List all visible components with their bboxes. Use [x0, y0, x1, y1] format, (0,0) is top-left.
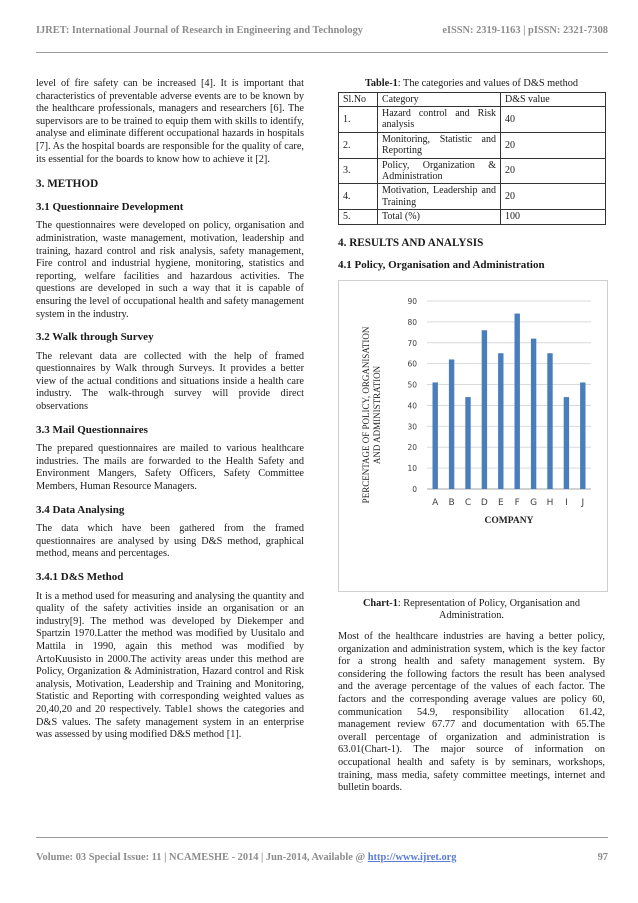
- ds-table: [338, 92, 606, 225]
- table-header-row: [339, 92, 606, 106]
- table-row: [339, 132, 606, 158]
- section-3-3-heading: 3.3 Mail Questionnaires: [36, 423, 148, 436]
- x-tick-label: G: [530, 497, 538, 508]
- bar: [482, 330, 487, 489]
- table-cell: Total (%): [378, 210, 501, 224]
- bar: [564, 397, 569, 489]
- footer-rule: [36, 837, 608, 838]
- bar: [498, 353, 503, 489]
- table-cell: 20: [501, 158, 606, 184]
- x-tick-label: I: [565, 497, 568, 508]
- journal-link[interactable]: http://www.ijret.org: [367, 852, 457, 863]
- table-cell: Motivation, Leadership and Training: [378, 184, 501, 210]
- y-tick-label: 10: [407, 463, 417, 473]
- section-4-1-heading: 4.1 Policy, Organisation and Administration: [338, 259, 545, 272]
- intro-paragraph: level of fire safety can be increased [4]. It is important that characteristics of preventable adverse events are to be known by the healthcare professionals, managers and researchers [6]. The supervisors are to be trained to equip them with skills to identify, analyse and eliminate different occupational hazards in hospitals [7]. As the hospital boards are responsible for the quality of care, its essential for the boards to know how to achieve it [2].: [36, 78, 304, 165]
- table-cell: 40: [501, 107, 606, 133]
- table-row: [339, 210, 606, 224]
- chart-caption-text: : Representation of Policy, Organisation and Administration.: [397, 597, 581, 622]
- table-cell: Hazard control and Risk analysis: [378, 107, 501, 133]
- section-4-heading: 4. RESULTS AND ANALYSIS: [338, 236, 484, 249]
- journal-title: IJRET: International Journal of Research in Engineering and Technology: [36, 25, 363, 36]
- y-tick-label: 20: [407, 443, 417, 453]
- header-rule: [36, 52, 608, 53]
- page-number: 97: [597, 852, 608, 863]
- table-cell: 5.: [339, 210, 378, 224]
- x-tick-label: E: [497, 497, 504, 508]
- right-column: [338, 78, 605, 805]
- table-caption: [338, 78, 605, 91]
- table-row: [339, 107, 606, 133]
- x-tick-label: A: [432, 497, 439, 508]
- x-tick-label: F: [514, 497, 520, 508]
- bar: [514, 313, 519, 488]
- bar: [547, 353, 552, 489]
- table-cell: 3.: [339, 158, 378, 184]
- y-tick-label: 70: [407, 338, 417, 348]
- table-row: [339, 184, 606, 210]
- y-tick-label: 80: [407, 317, 417, 327]
- results-paragraph: Most of the healthcare industries are having a better policy, organization and administration system, which is the key factor for a strong health and safety management system. By considering the following factors the result has been analysed and the average percentage of the values of each factor. The factors and the corresponding average values are policy 60, communication 54.9, responsibility allocation 61.42, management review 67.77 and documentation with 65.The overall percentage of organization and administration is 63.01(Chart-1). The major source of information on occupational health and safety is by seminars, workshops, training, mass media, safety committee meetings, internet and bulletin boards.: [338, 631, 605, 794]
- chart-caption: [338, 598, 605, 623]
- section-3-1-heading: 3.1 Questionnaire Development: [36, 200, 184, 213]
- table-cell: Monitoring, Statistic and Reporting: [378, 132, 501, 158]
- left-column: [36, 78, 304, 752]
- bar: [432, 382, 437, 489]
- y-tick-label: 60: [407, 359, 417, 369]
- table-caption-label: Table-1: [364, 78, 398, 89]
- x-tick-label: B: [448, 497, 455, 508]
- section-3-4-1-paragraph: It is a method used for measuring and analysing the quantity and quality of the safety activities inside an organisation or an industry[9]. The method was developed by Diekemper and Spartzin 1970.Latter the method was modified by Uusitalo and Mattila in 1990, again this method was modified by ArtoKuusisto in 2000.The activity areas under this method are Policy, Organization & Administration, Hazard control and Risk analysis, Motivation, Leadership and Training and Monitoring, Statistic and Reporting with corresponding weighted values as 20,40,20 and 20 respectively. Table1 shows the categories and D&S values. The safety management system in an enterprise was assessed by using modified D&S method [1].: [36, 590, 304, 741]
- section-method-heading: 3. METHOD: [36, 178, 99, 191]
- table-cell: 1.: [339, 107, 378, 133]
- page-header: [36, 14, 608, 36]
- y-tick-label: 30: [407, 422, 417, 432]
- table-cell: 2.: [339, 132, 378, 158]
- section-3-4-1-heading: 3.4.1 D&S Method: [36, 571, 124, 583]
- x-axis-title: COMPANY: [484, 515, 534, 526]
- section-3-1-paragraph: The questionnaires were developed on policy, organisation and administration, waste management, motivation, leadership and training, hazard control and risk analysis, safety management, Fire control and industrial hygiene, monitoring, statistics and reporting, welfare facilities and hazardous activities. The questions are developed in such a way that it is capable of ensuring the level of occupational health and safety management system in the industry.: [36, 220, 304, 320]
- y-tick-label: 50: [407, 380, 417, 390]
- bar: [465, 397, 470, 489]
- section-3-4-heading: 3.4 Data Analysing: [36, 503, 125, 516]
- section-3-3-paragraph: The prepared questionnaires are mailed to various healthcare industries. The mails are forwarded to the Health Safety and Environment Mangers, Safety Officers, Safety Committee Members, Human Resource Managers.: [36, 443, 304, 493]
- table-header-cell: Category: [378, 92, 501, 106]
- section-3-2-heading: 3.2 Walk through Survey: [36, 331, 154, 344]
- x-tick-label: J: [581, 497, 585, 508]
- x-tick-label: C: [464, 497, 472, 508]
- y-tick-label: 90: [407, 296, 417, 306]
- bar: [449, 359, 454, 489]
- y-axis-title-line: PERCENTAGE OF POLICY, ORGANISATION: [361, 326, 371, 504]
- table-cell: 100: [501, 210, 606, 224]
- issn-text: eISSN: 2319-1163 | pISSN: 2321-7308: [442, 25, 608, 36]
- footer-volume: Volume: 03 Special Issue: 11 | NCAMESHE - 2014 | Jun-2014, Available @: [36, 852, 368, 863]
- chart-1: [338, 280, 608, 592]
- bar: [580, 382, 585, 489]
- table-cell: Policy, Organization & Administration: [378, 158, 501, 184]
- page-footer: [36, 852, 608, 863]
- table-cell: 20: [501, 132, 606, 158]
- y-tick-label: 0: [412, 484, 417, 494]
- table-header-cell: D&S value: [501, 92, 606, 106]
- table-cell: 4.: [339, 184, 378, 210]
- y-axis-title-line: AND ADMINISTRATION: [372, 365, 382, 464]
- bar: [531, 338, 536, 488]
- chart-svg: [339, 281, 607, 591]
- x-tick-label: H: [546, 497, 554, 508]
- footer-text: [36, 852, 456, 863]
- table-row: [339, 158, 606, 184]
- chart-caption-label: Chart-1: [362, 597, 398, 609]
- y-axis-title: [361, 326, 382, 503]
- table-caption-text: : The categories and values of D&S method: [397, 78, 579, 89]
- section-3-2-paragraph: The relevant data are collected with the help of framed questionnaires by Walk through Surveys. It provides a better view of the actual conditions and situations inside a health care industry. The walk-through survey will provide direct observations: [36, 350, 304, 413]
- table-header-cell: Sl.No: [339, 92, 378, 106]
- section-3-4-paragraph: The data which have been gathered from the framed questionnaires are analysed by using D&S method, graphical method, means and percentages.: [36, 523, 304, 560]
- y-tick-label: 40: [407, 401, 417, 411]
- table-cell: 20: [501, 184, 606, 210]
- x-tick-label: D: [480, 497, 488, 508]
